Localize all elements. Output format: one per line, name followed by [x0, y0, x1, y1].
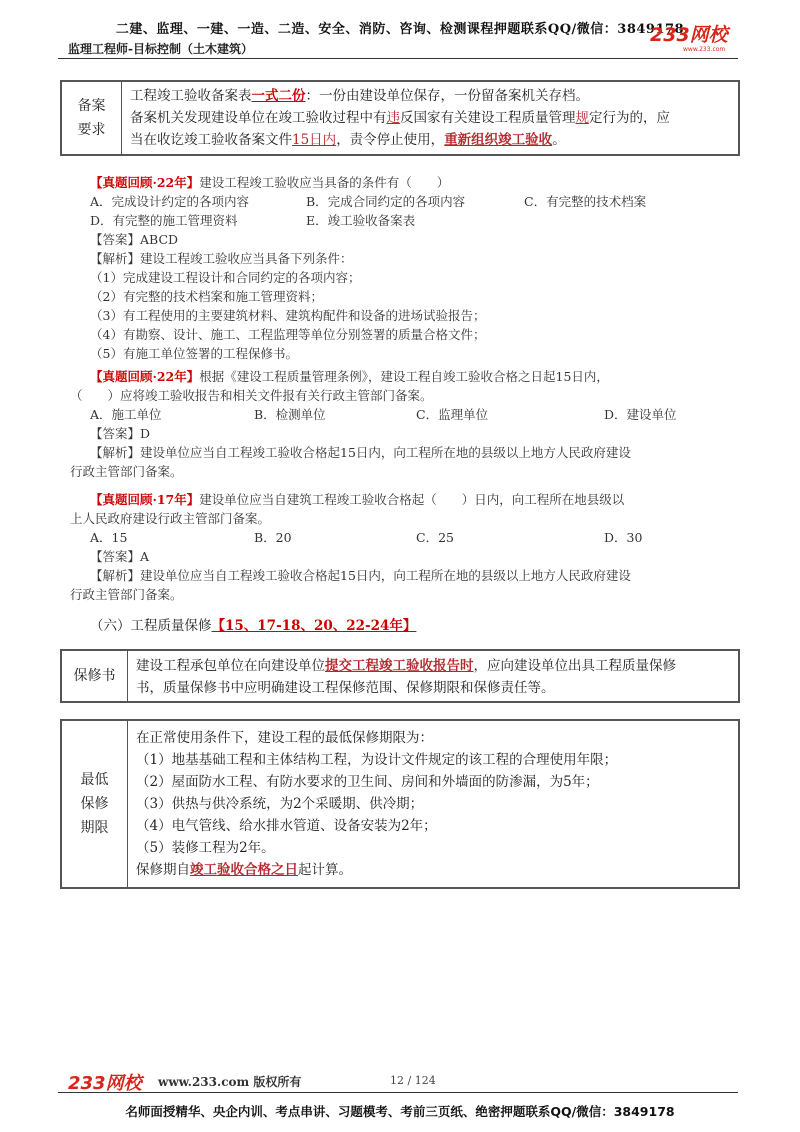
header-contact-line: 二建、监理、一建、一造、二造、安全、消防、咨询、检测课程押题联系QQ/微信：3849178	[115, 22, 685, 37]
header-subject: 监理工程师-目标控制（土木建筑）	[68, 42, 253, 56]
list-item: （4）有勘察、设计、施工、工程监理等单位分别签署的质量合格文件；	[90, 327, 486, 342]
footer-contact-line: 名师面授精华、央企内训、考点串讲、习题模考、考前三页纸、绝密押题联系QQ/微信：3849178	[125, 1104, 675, 1119]
question-tag: 【真题回顾·22年】	[90, 369, 200, 384]
question-tag: 【真题回顾·17年】	[90, 492, 200, 507]
answer-value: A	[140, 549, 150, 564]
list-item: （1）完成建设工程设计和合同约定的各项内容；	[90, 270, 361, 285]
site-logo[interactable]: 233网校	[650, 24, 728, 46]
question-2: 【真题回顾·22年】根据《建设工程质量管理条例》，建设工程自竣工验收合格之日起15日内， （ ）应将竣工验收报告和相关文件报有关行政主管部门备案。 A．施工单位 B．检测单位 C．监理单位 D．建设单位 【答案】D 【解析】建设单位应当自工程竣工验收合格起15日内，向工程所在地的县级以上地方人民政府建设 行政主管部门备案。	[70, 369, 677, 479]
site-logo-url: www.233.com	[683, 46, 726, 53]
list-item: （3）有工程使用的主要建筑材料、建筑构配件和设备的进场试验报告；	[90, 308, 486, 323]
warranty-period-label: 最低 保修 期限	[62, 721, 128, 887]
list-item: （1）地基基础工程和主体结构工程，为设计文件规定的该工程的合理使用年限；	[136, 752, 618, 768]
question-3: 【真题回顾·17年】建设单位应当自建筑工程竣工验收合格起（ ）日内，向工程所在地县级以 上人民政府建设行政主管部门备案。 A．15 B．20 C．25 D．30 【答案】A 【解析】建设单位应当自工程竣工验收合格起15日内，向工程所在地的县级以上地方人民政府建设 行政主管部门备案。	[70, 492, 643, 602]
question-tag: 【真题回顾·22年】	[90, 175, 200, 190]
answer-value: ABCD	[140, 232, 179, 247]
filing-content: 工程竣工验收备案表一式二份：一份由建设单位保存，一份留备案机关存档。 备案机关发现建设单位在竣工验收过程中有违反国家有关建设工程质量管理规定行为的，应 当在收讫竣工验收备案文件15日内，责令停止使用，重新组织竣工验收。	[130, 88, 670, 148]
footer-logo[interactable]: 233网校	[68, 1073, 142, 1094]
warranty-book-box	[60, 649, 740, 703]
warranty-period-content: 在正常使用条件下，建设工程的最低保修期限为： （1）地基基础工程和主体结构工程，为设计文件规定的该工程的合理使用年限； （2）屋面防水工程、有防水要求的卫生间、房间和外墙面的防渗漏，为5年； （3）供热与供冷系统，为2个采暖期、供冷期； （4）电气管线、给水排水管道、设备安装为2年； （5）装修工程为2年。 保修期自竣工验收合格之日起计算。	[128, 721, 738, 887]
footer-divider	[58, 1092, 738, 1093]
warranty-period-box	[60, 719, 740, 889]
list-item: （2）有完整的技术档案和施工管理资料；	[90, 289, 323, 304]
section-heading: （六）工程质量保修【15、17-18、20、22-24年】	[90, 618, 417, 634]
question-1: 【真题回顾·22年】建设工程竣工验收应当具备的条件有（ ） A．完成设计约定的各项内容 B．完成合同约定的各项内容 C．有完整的技术档案 D．有完整的施工管理资料 E．竣工验收备案表 【答案】ABCD 【解析】建设工程竣工验收应当具备下列条件： （1）完成建设工程设计和合同约定的各项内容； （2）有完整的技术档案和施工管理资料； （3）有工程使用的主要建筑材料、建筑构配件和设备的进场试验报告； （4）有勘察、设计、施工、工程监理等单位分别签署的质量合格文件； （5）有施工单位签署的工程保修书。	[90, 173, 740, 363]
warranty-book-label: 保修书	[62, 651, 128, 701]
filing-requirements-box	[60, 80, 740, 156]
list-item: （5）装修工程为2年。	[136, 840, 275, 856]
filing-label: 备案 要求	[62, 82, 122, 154]
list-item: （2）屋面防水工程、有防水要求的卫生间、房间和外墙面的防渗漏，为5年；	[136, 774, 599, 790]
header-divider	[58, 58, 738, 59]
list-item: （4）电气管线、给水排水管道、设备安装为2年；	[136, 818, 437, 834]
footer-copyright: www.233.com 版权所有	[158, 1075, 302, 1089]
answer-value: D	[140, 426, 151, 441]
list-item: （5）有施工单位签署的工程保修书。	[90, 346, 298, 361]
warranty-book-content: 建设工程承包单位在向建设单位提交工程竣工验收报告时，应向建设单位出具工程质量保修 书，质量保修书中应明确建设工程保修范围、保修期限和保修责任等。	[136, 658, 676, 696]
list-item: （3）供热与供冷系统，为2个采暖期、供冷期；	[136, 796, 424, 812]
page-number: 12 / 124	[390, 1074, 436, 1087]
